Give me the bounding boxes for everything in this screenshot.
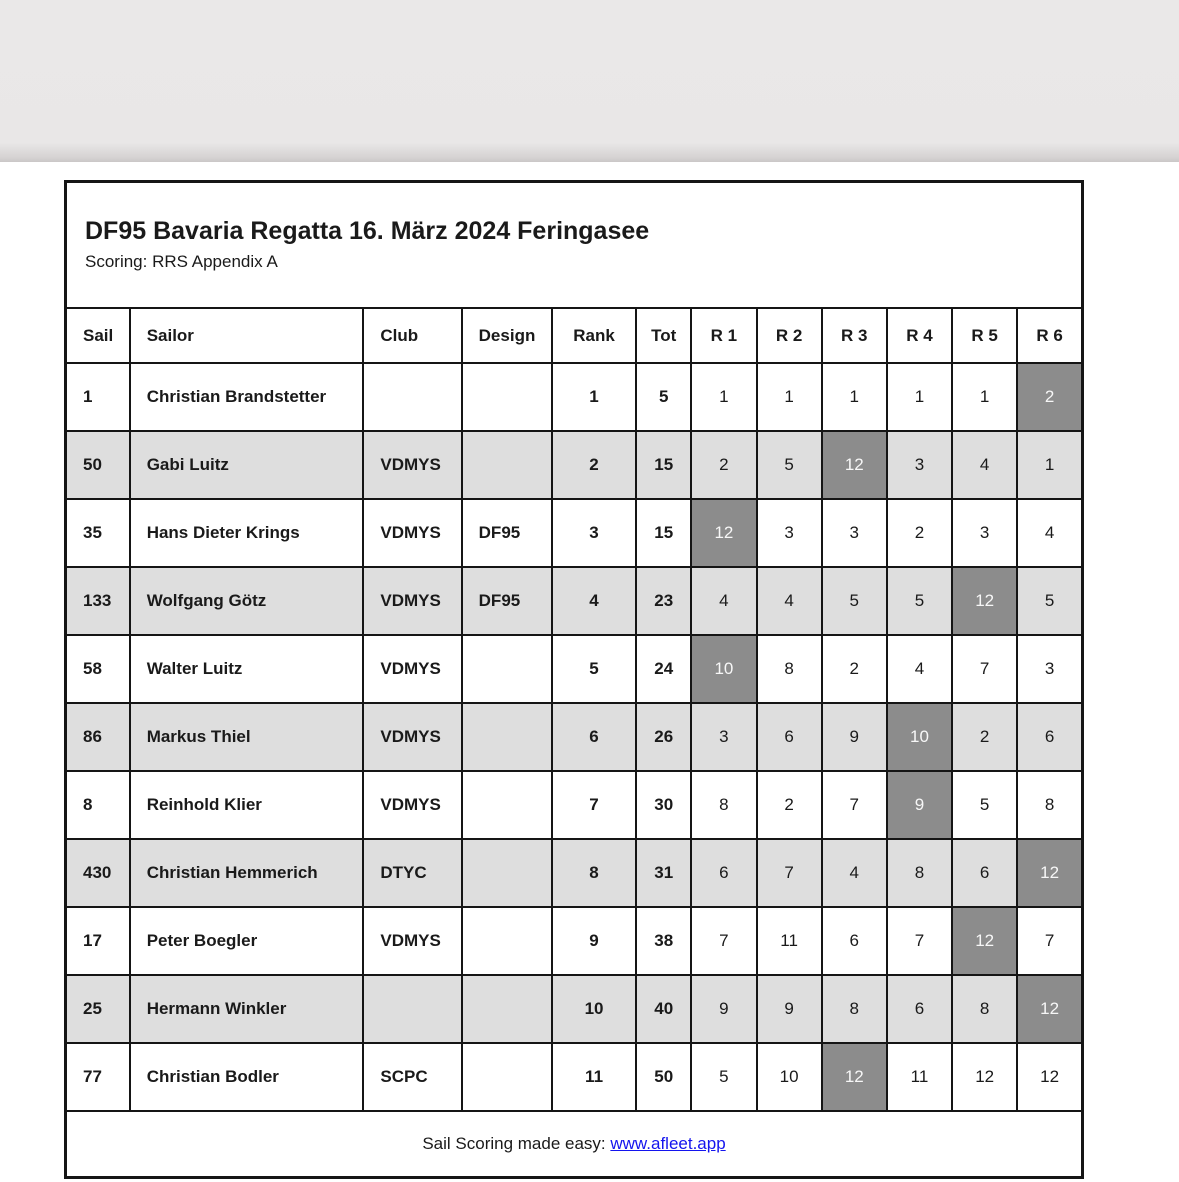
column-header-club: Club <box>363 308 461 363</box>
race-score-cell: 7 <box>1017 907 1082 975</box>
event-title: DF95 Bavaria Regatta 16. März 2024 Feringasee <box>85 217 650 246</box>
club-cell: VDMYS <box>363 771 461 839</box>
sail-cell: 8 <box>66 771 130 839</box>
race-score-cell: 1 <box>952 363 1017 431</box>
sailor-cell: Peter Boegler <box>130 907 364 975</box>
column-header-r-2: R 2 <box>757 308 822 363</box>
design-cell <box>462 907 552 975</box>
race-score-cell: 8 <box>757 635 822 703</box>
table-row <box>66 771 1083 839</box>
sailor-cell: Reinhold Klier <box>130 771 364 839</box>
regatta-results-table <box>64 180 1084 1179</box>
design-cell: DF95 <box>462 499 552 567</box>
race-score-cell: 9 <box>822 703 887 771</box>
sail-cell: 1 <box>66 363 130 431</box>
sailor-cell: Wolfgang Götz <box>130 567 364 635</box>
race-score-cell: 3 <box>887 431 952 499</box>
race-score-cell: 11 <box>757 907 822 975</box>
discard-score-cell: 12 <box>822 1043 887 1111</box>
club-cell: VDMYS <box>363 431 461 499</box>
table-row <box>66 975 1083 1043</box>
sail-cell: 86 <box>66 703 130 771</box>
discard-score-cell: 12 <box>952 567 1017 635</box>
race-score-cell: 7 <box>887 907 952 975</box>
total-cell: 15 <box>636 499 691 567</box>
column-header-row <box>66 308 1083 363</box>
race-score-cell: 1 <box>887 363 952 431</box>
race-score-cell: 1 <box>691 363 756 431</box>
sailor-cell: Markus Thiel <box>130 703 364 771</box>
rank-cell: 4 <box>552 567 636 635</box>
club-cell <box>363 363 461 431</box>
race-score-cell: 1 <box>1017 431 1082 499</box>
race-score-cell: 3 <box>1017 635 1082 703</box>
sailor-cell: Hermann Winkler <box>130 975 364 1043</box>
scoring-subtitle: Scoring: RRS Appendix A <box>85 251 278 271</box>
discard-score-cell: 12 <box>952 907 1017 975</box>
table-row <box>66 431 1083 499</box>
race-score-cell: 8 <box>887 839 952 907</box>
race-score-cell: 8 <box>822 975 887 1043</box>
rank-cell: 9 <box>552 907 636 975</box>
club-cell: VDMYS <box>363 635 461 703</box>
total-cell: 38 <box>636 907 691 975</box>
total-cell: 26 <box>636 703 691 771</box>
rank-cell: 3 <box>552 499 636 567</box>
discard-score-cell: 12 <box>822 431 887 499</box>
table-row <box>66 907 1083 975</box>
sailor-cell: Christian Bodler <box>130 1043 364 1111</box>
design-cell <box>462 431 552 499</box>
sailor-cell: Walter Luitz <box>130 635 364 703</box>
design-cell <box>462 839 552 907</box>
race-score-cell: 1 <box>822 363 887 431</box>
club-cell: VDMYS <box>363 703 461 771</box>
table-row <box>66 567 1083 635</box>
design-cell <box>462 363 552 431</box>
rank-cell: 11 <box>552 1043 636 1111</box>
discard-score-cell: 12 <box>1017 839 1082 907</box>
sail-cell: 35 <box>66 499 130 567</box>
discard-score-cell: 9 <box>887 771 952 839</box>
race-score-cell: 6 <box>822 907 887 975</box>
total-cell: 24 <box>636 635 691 703</box>
rank-cell: 7 <box>552 771 636 839</box>
club-cell: VDMYS <box>363 499 461 567</box>
race-score-cell: 5 <box>952 771 1017 839</box>
column-header-r-3: R 3 <box>822 308 887 363</box>
race-score-cell: 7 <box>757 839 822 907</box>
race-score-cell: 8 <box>1017 771 1082 839</box>
race-score-cell: 9 <box>757 975 822 1043</box>
discard-score-cell: 12 <box>691 499 756 567</box>
race-score-cell: 11 <box>887 1043 952 1111</box>
sail-cell: 17 <box>66 907 130 975</box>
footer-cell <box>66 1111 1083 1178</box>
race-score-cell: 6 <box>691 839 756 907</box>
race-score-cell: 4 <box>887 635 952 703</box>
race-score-cell: 5 <box>887 567 952 635</box>
total-cell: 5 <box>636 363 691 431</box>
total-cell: 23 <box>636 567 691 635</box>
race-score-cell: 6 <box>1017 703 1082 771</box>
design-cell <box>462 771 552 839</box>
discard-score-cell: 2 <box>1017 363 1082 431</box>
race-score-cell: 2 <box>952 703 1017 771</box>
design-cell <box>462 1043 552 1111</box>
race-score-cell: 7 <box>952 635 1017 703</box>
race-score-cell: 6 <box>887 975 952 1043</box>
race-score-cell: 7 <box>822 771 887 839</box>
sailor-cell: Hans Dieter Krings <box>130 499 364 567</box>
rank-cell: 2 <box>552 431 636 499</box>
title-cell <box>66 182 1083 309</box>
race-score-cell: 4 <box>822 839 887 907</box>
design-cell <box>462 703 552 771</box>
race-score-cell: 8 <box>691 771 756 839</box>
club-cell: VDMYS <box>363 907 461 975</box>
column-header-sail: Sail <box>66 308 130 363</box>
footer-text: Sail Scoring made easy: <box>422 1134 611 1153</box>
club-cell: DTYC <box>363 839 461 907</box>
footer-row <box>66 1111 1083 1178</box>
race-score-cell: 5 <box>691 1043 756 1111</box>
column-header-r-1: R 1 <box>691 308 756 363</box>
table-row <box>66 703 1083 771</box>
race-score-cell: 3 <box>757 499 822 567</box>
table-row <box>66 363 1083 431</box>
race-score-cell: 2 <box>822 635 887 703</box>
rank-cell: 6 <box>552 703 636 771</box>
total-cell: 15 <box>636 431 691 499</box>
design-cell <box>462 635 552 703</box>
race-score-cell: 2 <box>691 431 756 499</box>
design-cell: DF95 <box>462 567 552 635</box>
sailor-cell: Gabi Luitz <box>130 431 364 499</box>
race-score-cell: 4 <box>952 431 1017 499</box>
race-score-cell: 5 <box>822 567 887 635</box>
sail-cell: 77 <box>66 1043 130 1111</box>
column-header-tot: Tot <box>636 308 691 363</box>
rank-cell: 10 <box>552 975 636 1043</box>
top-banner <box>0 0 1179 162</box>
column-header-r-6: R 6 <box>1017 308 1082 363</box>
sail-cell: 133 <box>66 567 130 635</box>
rank-cell: 8 <box>552 839 636 907</box>
column-header-sailor: Sailor <box>130 308 364 363</box>
race-score-cell: 6 <box>757 703 822 771</box>
race-score-cell: 3 <box>691 703 756 771</box>
sail-cell: 430 <box>66 839 130 907</box>
design-cell <box>462 975 552 1043</box>
column-header-r-4: R 4 <box>887 308 952 363</box>
title-row <box>66 182 1083 309</box>
total-cell: 31 <box>636 839 691 907</box>
total-cell: 40 <box>636 975 691 1043</box>
table-row <box>66 499 1083 567</box>
column-header-rank: Rank <box>552 308 636 363</box>
sail-cell: 58 <box>66 635 130 703</box>
race-score-cell: 8 <box>952 975 1017 1043</box>
afleet-link[interactable]: www.afleet.app <box>610 1134 726 1153</box>
race-score-cell: 3 <box>822 499 887 567</box>
table-row <box>66 839 1083 907</box>
sail-cell: 25 <box>66 975 130 1043</box>
race-score-cell: 6 <box>952 839 1017 907</box>
sailor-cell: Christian Brandstetter <box>130 363 364 431</box>
race-score-cell: 12 <box>1017 1043 1082 1111</box>
race-score-cell: 10 <box>757 1043 822 1111</box>
race-score-cell: 3 <box>952 499 1017 567</box>
race-score-cell: 5 <box>757 431 822 499</box>
rank-cell: 1 <box>552 363 636 431</box>
race-score-cell: 4 <box>691 567 756 635</box>
race-score-cell: 2 <box>757 771 822 839</box>
sail-cell: 50 <box>66 431 130 499</box>
discard-score-cell: 12 <box>1017 975 1082 1043</box>
discard-score-cell: 10 <box>691 635 756 703</box>
club-cell <box>363 975 461 1043</box>
sailor-cell: Christian Hemmerich <box>130 839 364 907</box>
club-cell: VDMYS <box>363 567 461 635</box>
discard-score-cell: 10 <box>887 703 952 771</box>
race-score-cell: 2 <box>887 499 952 567</box>
race-score-cell: 4 <box>1017 499 1082 567</box>
race-score-cell: 1 <box>757 363 822 431</box>
race-score-cell: 12 <box>952 1043 1017 1111</box>
club-cell: SCPC <box>363 1043 461 1111</box>
race-score-cell: 4 <box>757 567 822 635</box>
race-score-cell: 9 <box>691 975 756 1043</box>
rank-cell: 5 <box>552 635 636 703</box>
table-row <box>66 1043 1083 1111</box>
race-score-cell: 5 <box>1017 567 1082 635</box>
table-row <box>66 635 1083 703</box>
total-cell: 30 <box>636 771 691 839</box>
total-cell: 50 <box>636 1043 691 1111</box>
race-score-cell: 7 <box>691 907 756 975</box>
column-header-design: Design <box>462 308 552 363</box>
column-header-r-5: R 5 <box>952 308 1017 363</box>
